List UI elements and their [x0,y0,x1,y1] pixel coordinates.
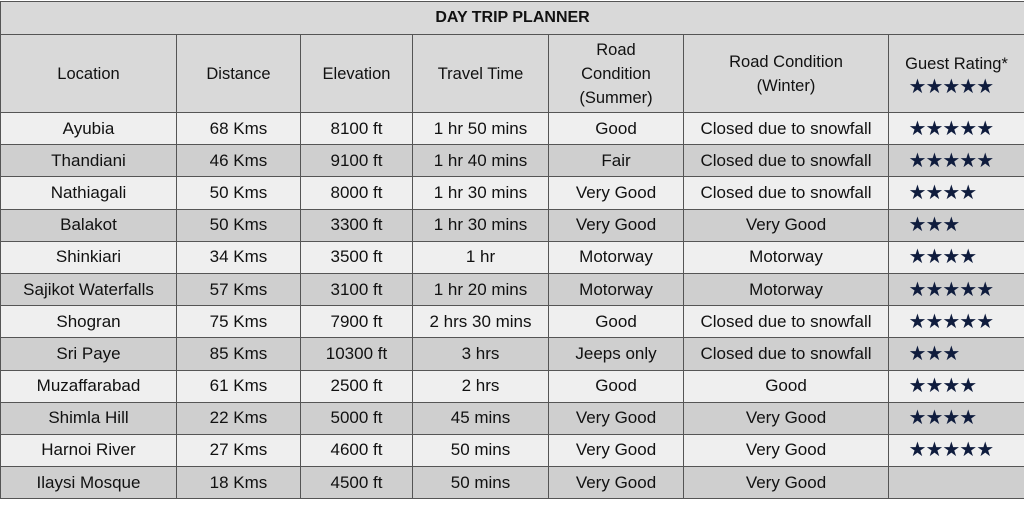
cell-location: Balakot [1,209,177,241]
cell-distance: 34 Kms [177,241,301,273]
cell-road-winter: Closed due to snowfall [684,113,889,145]
cell-elevation: 3100 ft [301,273,413,305]
header-elevation: Elevation [301,35,413,113]
cell-travel-time: 45 mins [413,402,549,434]
cell-road-summer: Motorway [549,273,684,305]
cell-location: Sajikot Waterfalls [1,273,177,305]
table-row [1,370,1024,402]
cell-elevation: 8100 ft [301,113,413,145]
cell-travel-time: 1 hr 50 mins [413,113,549,145]
cell-guest-rating [889,177,1024,209]
cell-guest-rating [889,306,1024,338]
star-rating-icon: ★★★ [908,340,960,365]
title-row [1,2,1024,35]
cell-location: Ilaysi Mosque [1,467,177,499]
cell-elevation: 8000 ft [301,177,413,209]
cell-distance: 75 Kms [177,306,301,338]
header-road-summer-line1: Road [596,40,636,59]
cell-distance: 57 Kms [177,273,301,305]
cell-road-winter: Motorway [684,273,889,305]
cell-travel-time: 50 mins [413,467,549,499]
table-row [1,273,1024,305]
cell-distance: 61 Kms [177,370,301,402]
cell-road-winter: Very Good [684,467,889,499]
cell-road-summer: Good [549,306,684,338]
cell-distance: 18 Kms [177,467,301,499]
header-road-condition-winter [684,35,889,113]
cell-distance: 50 Kms [177,209,301,241]
cell-distance: 46 Kms [177,145,301,177]
cell-travel-time: 1 hr 40 mins [413,145,549,177]
header-road-condition-summer [549,35,684,113]
cell-road-winter: Closed due to snowfall [684,145,889,177]
header-star-rating-icon: ★★★★★ [908,73,994,98]
cell-location: Shimla Hill [1,402,177,434]
cell-location: Ayubia [1,113,177,145]
cell-distance: 27 Kms [177,434,301,466]
cell-guest-rating [889,145,1024,177]
cell-road-winter: Closed due to snowfall [684,338,889,370]
header-guest-rating-label: Guest Rating* [905,54,1008,73]
table-row [1,402,1024,434]
cell-travel-time: 1 hr 30 mins [413,209,549,241]
cell-guest-rating [889,338,1024,370]
star-rating-icon: ★★★★★ [908,437,994,462]
cell-location: Shinkiari [1,241,177,273]
cell-location: Sri Paye [1,338,177,370]
table-row [1,338,1024,370]
header-road-winter-line1: Road Condition [729,52,843,71]
star-rating-icon: ★★★★★ [908,147,994,172]
cell-guest-rating [889,113,1024,145]
cell-elevation: 4600 ft [301,434,413,466]
cell-distance: 85 Kms [177,338,301,370]
cell-road-winter: Good [684,370,889,402]
cell-elevation: 9100 ft [301,145,413,177]
cell-road-winter: Closed due to snowfall [684,177,889,209]
table-row [1,113,1024,145]
cell-road-summer: Very Good [549,402,684,434]
cell-guest-rating [889,434,1024,466]
cell-guest-rating [889,241,1024,273]
star-rating-icon: ★★★★★ [908,308,994,333]
table-row [1,177,1024,209]
cell-road-winter: Very Good [684,434,889,466]
cell-road-summer: Very Good [549,177,684,209]
header-location: Location [1,35,177,113]
header-travel-time: Travel Time [413,35,549,113]
cell-guest-rating [889,402,1024,434]
cell-location: Nathiagali [1,177,177,209]
cell-guest-rating [889,370,1024,402]
cell-guest-rating [889,467,1024,499]
cell-travel-time: 2 hrs 30 mins [413,306,549,338]
header-road-summer-line3: (Summer) [579,88,653,107]
star-rating-icon: ★★★★ [908,179,977,204]
cell-road-summer: Very Good [549,434,684,466]
table-row [1,241,1024,273]
cell-location: Harnoi River [1,434,177,466]
cell-elevation: 4500 ft [301,467,413,499]
cell-road-summer: Good [549,370,684,402]
table-row [1,467,1024,499]
cell-elevation: 7900 ft [301,306,413,338]
cell-travel-time: 1 hr 20 mins [413,273,549,305]
header-guest-rating [889,35,1024,113]
header-row [1,35,1024,113]
cell-road-summer: Very Good [549,209,684,241]
cell-travel-time: 50 mins [413,434,549,466]
cell-location: Thandiani [1,145,177,177]
cell-distance: 22 Kms [177,402,301,434]
table-row [1,306,1024,338]
cell-guest-rating [889,273,1024,305]
table-title: DAY TRIP PLANNER [1,2,1024,35]
table-row [1,434,1024,466]
cell-road-winter: Motorway [684,241,889,273]
cell-travel-time: 1 hr 30 mins [413,177,549,209]
cell-road-winter: Closed due to snowfall [684,306,889,338]
cell-elevation: 10300 ft [301,338,413,370]
cell-road-summer: Good [549,113,684,145]
cell-elevation: 5000 ft [301,402,413,434]
cell-elevation: 2500 ft [301,370,413,402]
cell-distance: 50 Kms [177,177,301,209]
header-road-summer-line2: Condition [581,64,651,83]
cell-road-winter: Very Good [684,209,889,241]
header-road-winter-line2: (Winter) [756,76,816,95]
cell-elevation: 3500 ft [301,241,413,273]
cell-travel-time: 3 hrs [413,338,549,370]
star-rating-icon: ★★★★ [908,373,977,398]
cell-road-summer: Very Good [549,467,684,499]
star-rating-icon: ★★★★★ [908,115,994,140]
cell-road-summer: Fair [549,145,684,177]
cell-road-winter: Very Good [684,402,889,434]
cell-guest-rating [889,209,1024,241]
star-rating-icon: ★★★ [908,212,960,237]
star-rating-icon: ★★★★ [908,244,977,269]
day-trip-planner-table [0,1,1024,499]
header-distance: Distance [177,35,301,113]
cell-distance: 68 Kms [177,113,301,145]
cell-travel-time: 2 hrs [413,370,549,402]
table-body [1,113,1024,499]
cell-elevation: 3300 ft [301,209,413,241]
cell-road-summer: Jeeps only [549,338,684,370]
cell-location: Muzaffarabad [1,370,177,402]
star-rating-icon: ★★★★ [908,405,977,430]
table-row [1,145,1024,177]
star-rating-icon: ★★★★★ [908,276,994,301]
cell-location: Shogran [1,306,177,338]
table-row [1,209,1024,241]
cell-travel-time: 1 hr [413,241,549,273]
cell-road-summer: Motorway [549,241,684,273]
